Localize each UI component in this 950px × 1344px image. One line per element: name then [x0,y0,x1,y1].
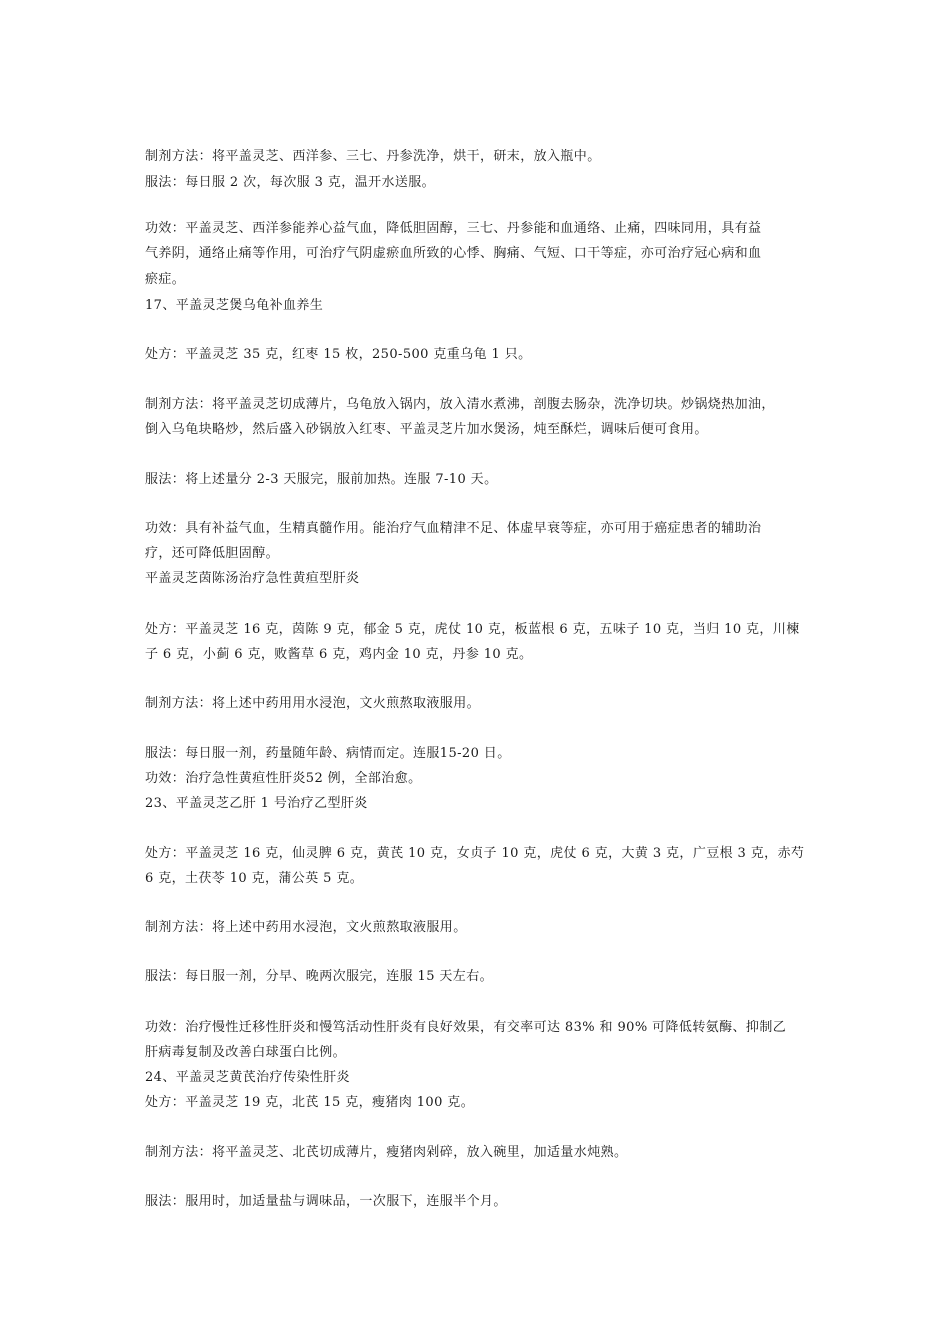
text-line: 制剂方法：将平盖灵芝、北芪切成薄片，瘦猪肉剁碎，放入碗里，加适量水炖熟。 [145,1145,628,1160]
text-line: 6 克，土茯苓 10 克，蒲公英 5 克。 [145,871,364,886]
text-line: 气养阴，通络止痛等作用，可治疗气阴虚瘀血所致的心悸、胸痛、气短、口干等症，亦可治疗冠心病和血 [145,246,762,261]
text-line: 制剂方法：将上述中药用用水浸泡，文火煎熬取液服用。 [145,696,481,711]
text-line: 功效：治疗急性黄疸性肝炎52 例，全部治愈。 [145,771,422,786]
text-line: 服法：服用时，加适量盐与调味品，一次服下，连服半个月。 [145,1194,507,1209]
text-line: 处方：平盖灵芝 16 克，茵陈 9 克，郁金 5 克，虎仗 10 克，板蓝根 6 克，五味子 10 克，当归 10 克，川楝 [145,622,800,637]
text-line: 疗，还可降低胆固醇。 [145,546,280,561]
text-line: 制剂方法：将平盖灵芝、西洋参、三七、丹参洗净，烘干，研末，放入瓶中。 [145,149,601,164]
section-heading: 17、平盖灵芝煲乌龟补血养生 [145,298,324,313]
text-line: 制剂方法：将平盖灵芝切成薄片，乌龟放入锅内，放入清水煮沸，剖腹去肠杂，洗净切块。炒锅烧热加油， [145,397,775,412]
text-line: 服法：每日服一剂，分早、晚两次服完，连服 15 天左右。 [145,969,494,984]
text-line: 倒入乌龟块略炒，然后盛入砂锅放入红枣、平盖灵芝片加水煲汤，炖至酥烂，调味后便可食用。 [145,422,708,437]
text-line: 服法：每日服一剂，药量随年龄、病情而定。连服15-20 日。 [145,746,511,761]
text-line: 瘀症。 [145,272,186,287]
text-line: 制剂方法：将上述中药用水浸泡，文火煎熬取液服用。 [145,920,467,935]
text-line: 功效：平盖灵芝、西洋参能养心益气血，降低胆固醇，三七、丹参能和血通络、止痛，四味同用，具有益 [145,221,762,236]
text-line: 功效：治疗慢性迁移性肝炎和慢笃活动性肝炎有良好效果，有交率可达 83% 和 90% 可降低转氨酶、抑制乙 [145,1020,787,1035]
text-line: 子 6 克，小蓟 6 克，败酱草 6 克，鸡内金 10 克，丹参 10 克。 [145,647,533,662]
text-line: 肝病毒复制及改善白球蛋白比例。 [145,1045,347,1060]
text-line: 处方：平盖灵芝 16 克，仙灵脾 6 克，黄芪 10 克，女贞子 10 克，虎仗 6 克，大黄 3 克，广豆根 3 克，赤芍 [145,846,805,861]
section-heading: 24、平盖灵芝黄芪治疗传染性肝炎 [145,1070,350,1085]
text-line: 功效：具有补益气血，生精真髓作用。能治疗气血精津不足、体虚早衰等症，亦可用于癌症患者的辅助治 [145,521,762,536]
text-line: 处方：平盖灵芝 35 克，红枣 15 枚，250-500 克重乌龟 1 只。 [145,347,532,362]
text-line: 服法：每日服 2 次，每次服 3 克，温开水送服。 [145,175,436,190]
section-heading: 平盖灵芝茵陈汤治疗急性黄疸型肝炎 [145,571,360,586]
text-line: 服法：将上述量分 2-3 天服完，服前加热。连服 7-10 天。 [145,472,498,487]
section-heading: 23、平盖灵芝乙肝 1 号治疗乙型肝炎 [145,796,368,811]
text-line: 处方：平盖灵芝 19 克，北芪 15 克，瘦猪肉 100 克。 [145,1095,475,1110]
